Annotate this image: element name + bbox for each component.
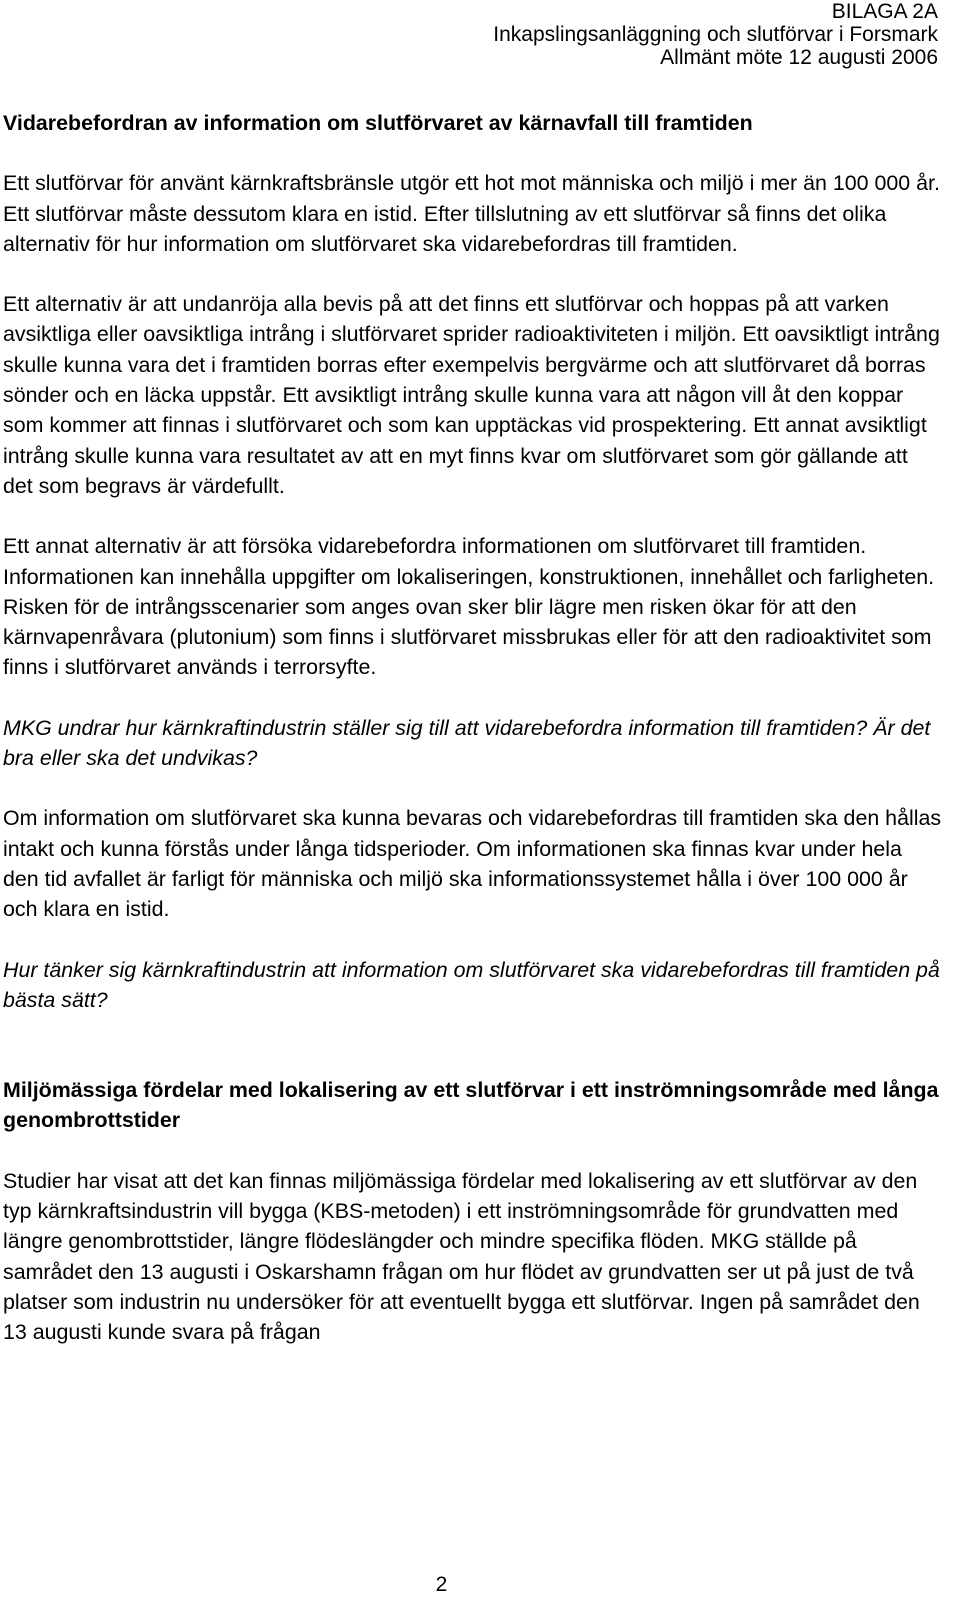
page-number: 2 <box>435 1573 448 1596</box>
body-paragraph: Ett alternativ är att undanröja alla bevis på att det finns ett slutförvar och hoppas på att varken avsiktliga eller oavsiktliga intrång i slutförvaret sprider radioaktiviteten i miljön. Ett oavsiktligt intrång skulle kunna vara det i framtiden borras efter exempelvis bergvärme och att slutförvaret då borras sönder och en läcka uppstår. Ett avsiktligt intrång skulle kunna vara att någon vill åt den koppar som kommer att finnas i slutförvaret och som kan upptäckas vid prospektering. Ett annat avsiktligt intrång skulle kunna vara resultatet av att en myt finns kvar om slutförvaret som gör gällande att det som begravs är värdefullt. <box>3 292 940 498</box>
body-paragraph: Studier har visat att det kan finnas miljömässiga fördelar med lokalisering av ett slutförvar av den typ kärnkraftsindustrin vill bygga (KBS-metoden) i ett inströmningsområde för grundvatten med längre genombrottstider, längre flödeslängder och mindre specifika flöden. MKG ställde på samrådet den 13 augusti i Oskarshamn frågan om hur flödet av grundvatten ser ut på just de två platser som industrin nu undersöker för att eventuellt bygga ett slutförvar. Ingen på samrådet den 13 augusti kunde svara på frågan <box>3 1168 920 1345</box>
body-paragraph: Ett slutförvar för använt kärnkraftsbränsle utgör ett hot mot människa och miljö i mer än 100 000 år. Ett slutförvar måste dessutom klara en istid. Efter tillslutning av ett slutförvar så finns det olika alternativ för hur information om slutförvaret ska vidarebefordras till framtiden. <box>3 171 940 256</box>
question-paragraph: Hur tänker sig kärnkraftindustrin att information om slutförvaret ska vidarebefordras till framtiden på bästa sätt? <box>3 957 940 1012</box>
body-paragraph: Ett annat alternativ är att försöka vidarebefordra informationen om slutförvaret till framtiden. Informationen kan innehålla uppgifter om lokaliseringen, konstruktionen, innehållet och farligheten. Risken för de intrångsscenarier som anges ovan sker blir lägre men risken ökar för att den kärnvapenråvara (plutonium) som finns i slutförvaret missbrukas eller för att den radioaktivitet som finns i slutförvaret används i terrorsyfte. <box>3 534 935 680</box>
attachment-label: BILAGA 2A <box>831 0 938 23</box>
question-paragraph: MKG undrar hur kärnkraftindustrin ställer sig till att vidarebefordra information till framtiden? Är det bra eller ska det undvikas? <box>3 715 931 771</box>
section-heading-environmental-advantages: Miljömässiga fördelar med lokalisering av ett slutförvar i ett inströmningsområde med långa genombrottstider <box>3 1078 939 1133</box>
document-subject: Inkapslingsanläggning och slutförvar i Forsmark <box>493 23 938 46</box>
document-header <box>493 0 938 69</box>
meeting-date: Allmänt möte 12 augusti 2006 <box>660 46 938 69</box>
section-heading-information-transfer: Vidarebefordran av information om slutförvaret av kärnavfall till framtiden <box>3 111 753 135</box>
document-body <box>3 108 943 1378</box>
body-paragraph: Om information om slutförvaret ska kunna bevaras och vidarebefordras till framtiden ska den hållas intakt och kunna förstås under långa tidsperioder. Om informationen ska finnas kvar under hela den tid avfallet är farligt för människa och miljö ska informationssystemet hålla i över 100 000 år och klara en istid. <box>3 806 942 922</box>
